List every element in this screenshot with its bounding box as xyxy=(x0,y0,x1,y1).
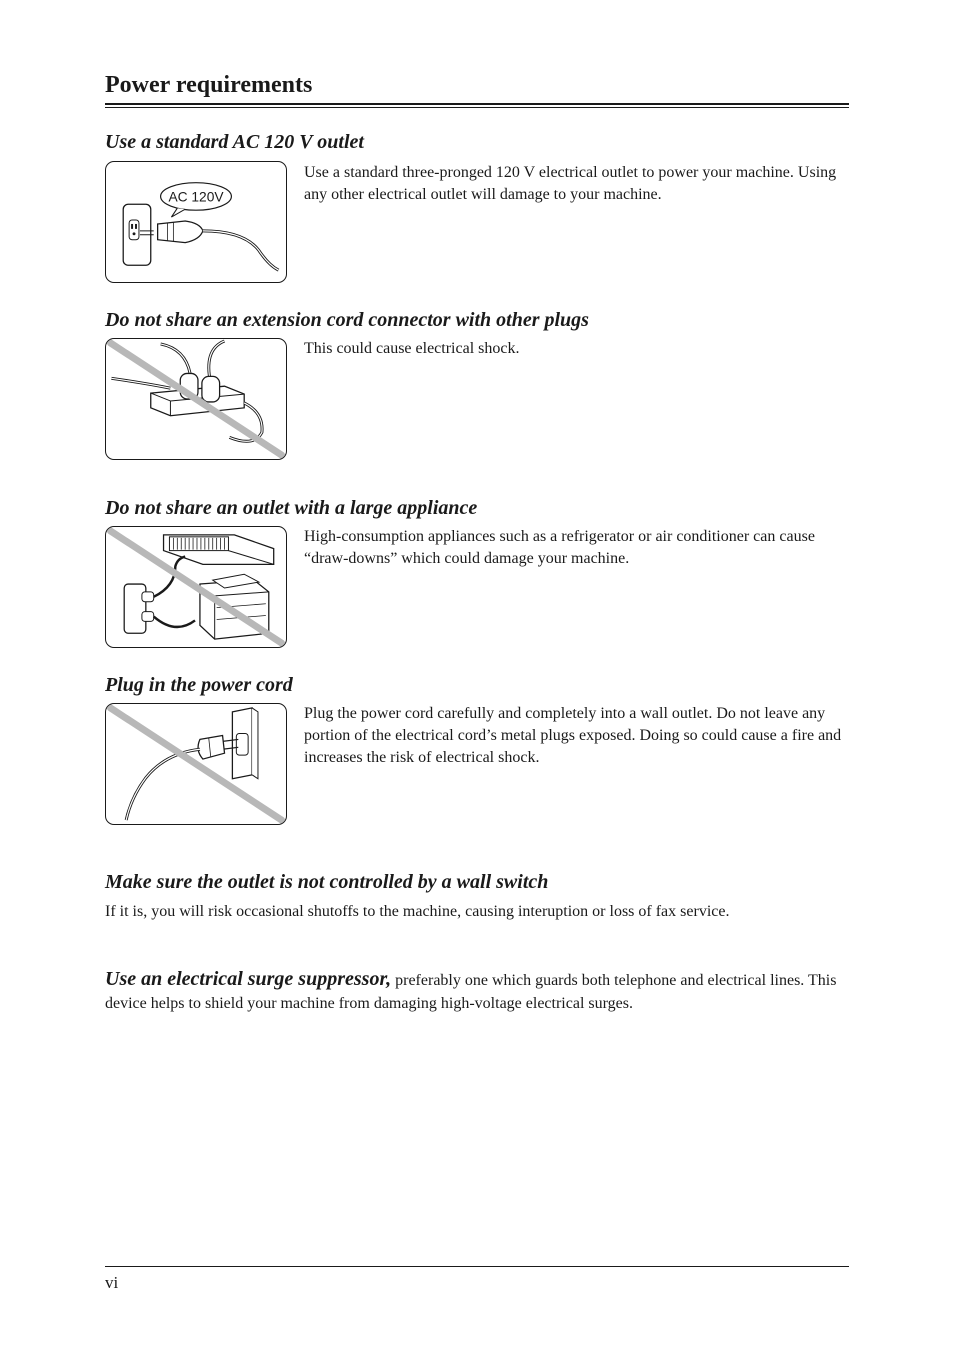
text-surge-suppressor: preferably one which guards both telephone and electrical lines. This device helps to shield your machine from damaging high-voltage electrical surges. xyxy=(105,972,837,1012)
footer-rule xyxy=(105,1266,849,1267)
extension-cord-illustration xyxy=(105,338,287,460)
text-standard-outlet: Use a standard three-pronged 120 V electrical outlet to power your machine. Using any other electrical outlet will damage to your machine. xyxy=(304,164,837,203)
plug-power-cord-illustration xyxy=(105,703,287,825)
standard-outlet-illustration xyxy=(105,161,287,283)
text-large-appliance: High-consumption appliances such as a refrigerator or air conditioner can cause “draw-downs” which could damage your machine. xyxy=(304,528,815,567)
page-title: Power requirements xyxy=(105,72,313,98)
text-plug-power-cord: Plug the power cord carefully and completely into a wall outlet. Do not leave any portion of the electrical cord’s metal plugs exposed. Doing so could cause a fire and increases the risk of electrical shock. xyxy=(304,705,842,766)
heading-wall-switch: Make sure the outlet is not controlled by a wall switch xyxy=(105,871,549,893)
large-appliance-illustration xyxy=(105,526,287,648)
title-rule-thin xyxy=(105,107,849,108)
heading-extension-cord: Do not share an extension cord connector with other plugs xyxy=(105,309,589,331)
title-rule-thick xyxy=(105,103,849,105)
appliance-outlet-icon xyxy=(106,527,286,647)
text-extension-cord: This could cause electrical shock. xyxy=(304,340,520,357)
loose-plug-icon xyxy=(106,704,286,824)
heading-standard-outlet: Use a standard AC 120 V outlet xyxy=(105,131,364,153)
surge-suppressor-paragraph xyxy=(105,968,849,1015)
page-number: vi xyxy=(105,1273,119,1292)
heading-plug-power-cord: Plug in the power cord xyxy=(105,674,293,696)
heading-surge-suppressor: Use an electrical surge suppressor, xyxy=(105,968,392,990)
wall-outlet-icon xyxy=(106,162,286,282)
heading-large-appliance: Do not share an outlet with a large appliance xyxy=(105,497,478,519)
power-strip-icon xyxy=(106,339,286,459)
text-wall-switch: If it is, you will risk occasional shutoffs to the machine, causing interuption or loss of fax service. xyxy=(105,903,730,920)
outlet-voltage-label: AC 120V xyxy=(168,189,224,205)
